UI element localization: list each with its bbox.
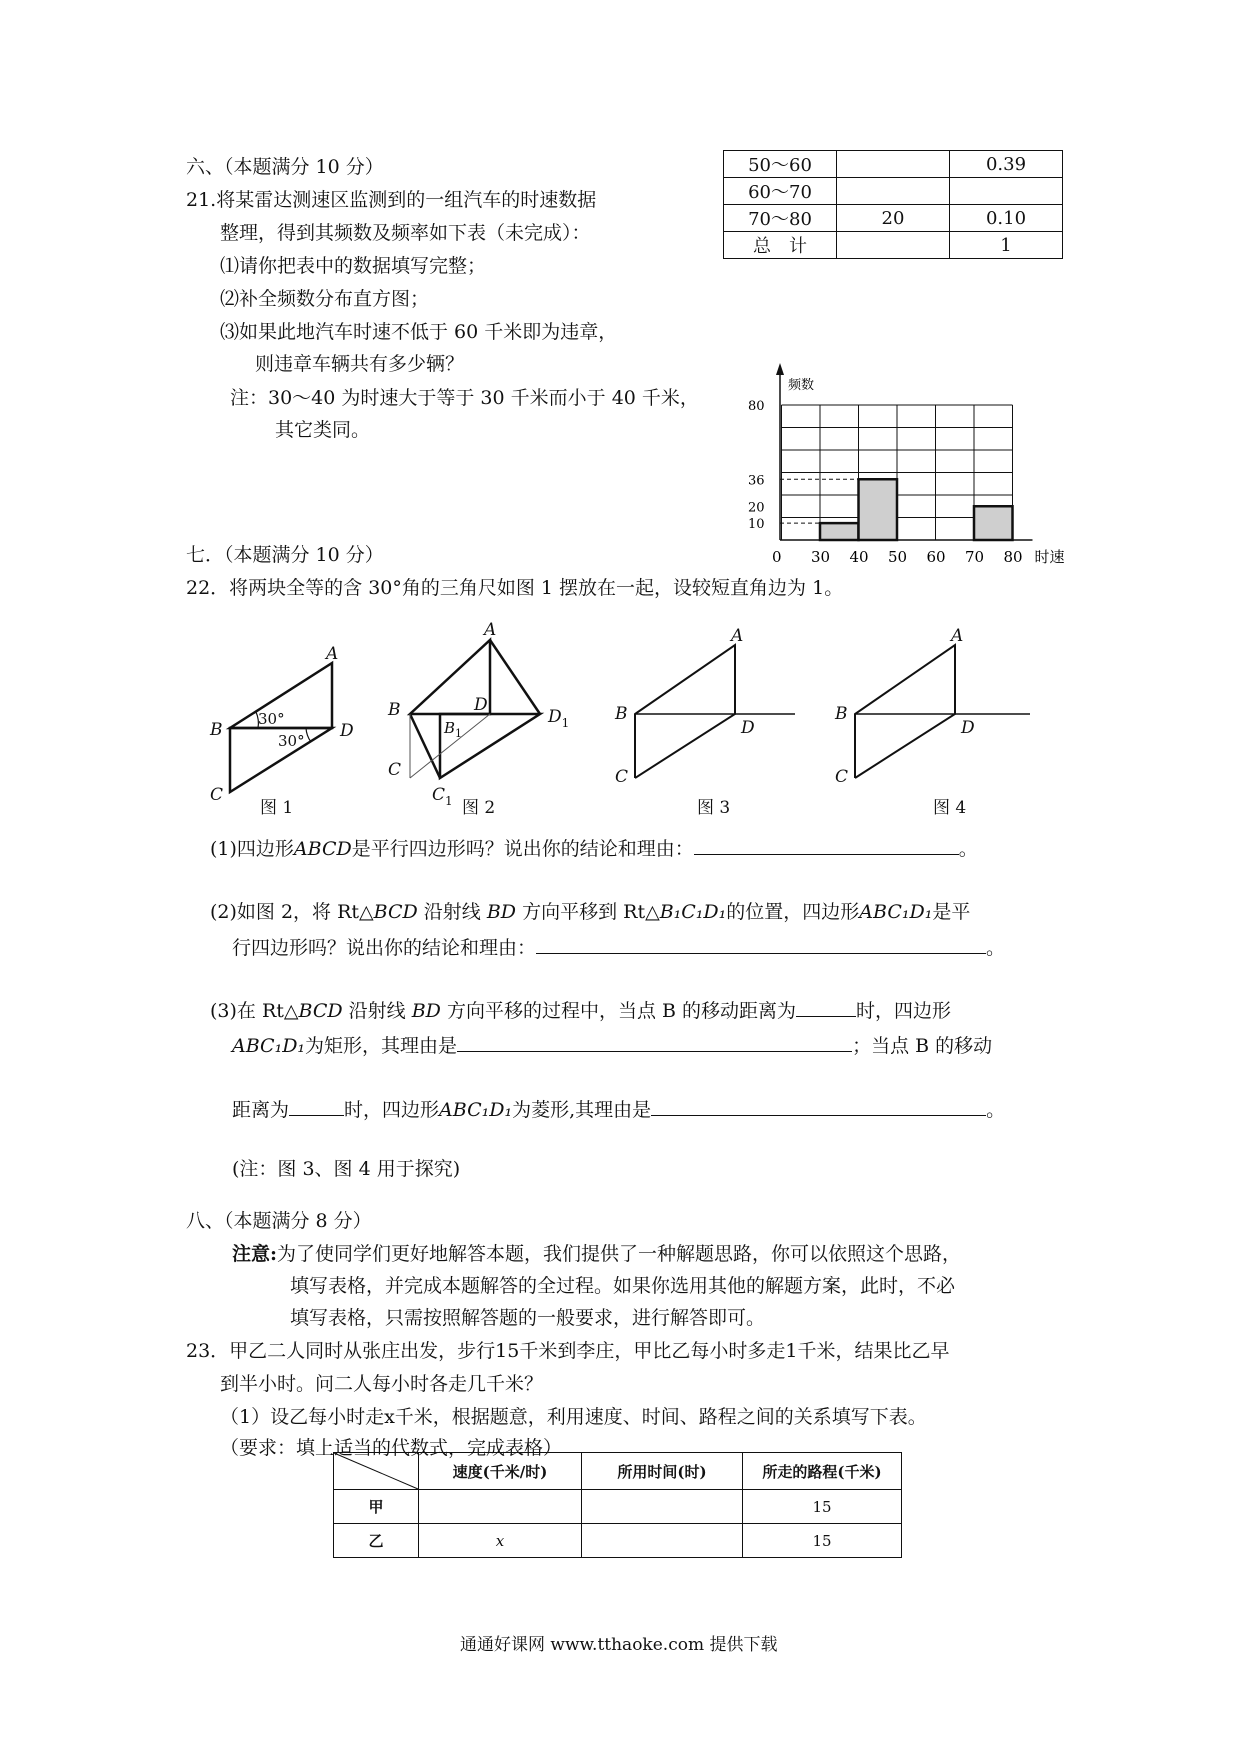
x-tick-label: 80: [1003, 548, 1023, 566]
table-row: [724, 205, 1063, 232]
count-cell: [837, 232, 950, 259]
fig2-label-c1: $C_1$: [432, 785, 453, 808]
frequency-histogram: [748, 355, 1100, 570]
freq-cell: 1: [950, 232, 1063, 259]
column-header: 速度(千米/时): [419, 1453, 582, 1490]
fig2-label-c: C: [388, 760, 402, 780]
histogram-bar: [974, 506, 1013, 540]
fig3-label-d: D: [741, 718, 755, 738]
fig4-label-a: A: [951, 626, 964, 646]
angle-arc-2: [306, 728, 311, 742]
fig2-label-d: D: [474, 695, 488, 715]
fig3-label-a: A: [731, 626, 744, 646]
diagonal-header-cell: [334, 1453, 419, 1490]
figures: [190, 620, 1070, 818]
answer-blank[interactable]: [457, 1031, 852, 1052]
q21-sub3a: ⑶如果此地汽车时速不低于 60 千米即为违章，: [220, 321, 618, 343]
count-cell: [837, 151, 950, 178]
fig3-caption: 图 3: [697, 798, 731, 818]
fig2-label-a: A: [484, 620, 497, 640]
q22-text: 22．将两块全等的含 30°角的三角尺如图 1 摆放在一起，设较短直角边为 1。: [186, 577, 844, 599]
y-axis-arrow: [776, 363, 784, 375]
y-tick-label: 10: [748, 517, 765, 533]
section8-header: 八、（本题满分 8 分）: [186, 1210, 372, 1232]
range-cell: 60～70: [724, 178, 837, 205]
fig4-caption: 图 4: [933, 798, 967, 818]
q22-part3-line3: 距离为 时，四边形ABC₁D₁为菱形,其理由是 。: [232, 1095, 1005, 1124]
answer-blank[interactable]: [694, 834, 959, 855]
q21-sub3b: 则违章车辆共有多少辆？: [255, 353, 465, 375]
q21-note1: 注：30～40 为时速大于等于 30 千米而小于 40 千米，: [230, 387, 699, 409]
q23-sub1: （1）设乙每小时走x千米，根据题意，利用速度、时间、路程之间的关系填写下表。: [220, 1406, 927, 1428]
answer-blank[interactable]: [536, 933, 986, 954]
note-line2: 填写表格，并完成本题解答的全过程。如果你选用其他的解题方案，此时，不必: [290, 1275, 956, 1297]
x-axis-label: 时速: [1034, 548, 1065, 566]
figure-2: [387, 620, 569, 818]
page-footer: 通通好课网 www.tthaoke.com 提供下载: [460, 1635, 778, 1655]
x-tick-label: 0: [772, 548, 782, 566]
x-tick-label: 30: [811, 548, 831, 566]
q22-part3-line2: ABC₁D₁为矩形，其理由是 ；当点 B 的移动: [232, 1031, 992, 1060]
column-header: 所用时间(时): [582, 1453, 743, 1490]
histogram-bar: [820, 523, 859, 540]
q23-line2: 到半小时。问二人每小时各走几千米？: [220, 1373, 544, 1395]
q23-sub2: （要求：填上适当的代数式，完成表格）: [220, 1437, 563, 1459]
answer-blank[interactable]: [651, 1095, 986, 1116]
fig1-label-a: A: [326, 644, 339, 664]
fig4-label-b: B: [835, 704, 848, 724]
note-line3: 填写表格，只需按照解答题的一般要求，进行解答即可。: [290, 1307, 766, 1329]
figure-1: [209, 644, 354, 818]
table-row: [724, 232, 1063, 259]
fig2-label-d1: $D_1$: [548, 707, 570, 730]
fig1-caption: 图 1: [260, 798, 294, 818]
table-row: [334, 1524, 902, 1558]
diagonal-line: [334, 1453, 418, 1489]
y-tick-label: 36: [748, 473, 765, 489]
histogram-bar: [859, 479, 898, 540]
x-tick-label: 50: [888, 548, 908, 566]
answer-blank[interactable]: [796, 996, 856, 1017]
fig1-label-c: C: [210, 785, 224, 805]
q22-part2-line2: 行四边形吗？说出你的结论和理由： 。: [232, 933, 1005, 962]
fig3-label-c: C: [615, 767, 629, 787]
q21-line2: 整理，得到其频数及频率如下表（未完成）：: [220, 222, 591, 244]
fig1-angle-1: 30°: [258, 710, 285, 728]
distance-cell: 15: [743, 1524, 902, 1558]
note-line1: 注意:为了使同学们更好地解答本题，我们提供了一种解题思路，你可以依照这个思路，: [232, 1243, 962, 1265]
fig2-caption: 图 2: [462, 798, 496, 818]
quadrilateral-abcd: [635, 645, 735, 778]
speed-cell[interactable]: x: [419, 1524, 582, 1558]
speed-time-distance-table: [333, 1452, 902, 1558]
column-header: 所走的路程(千米): [743, 1453, 902, 1490]
q21-line1: 21.将某雷达测速区监测到的一组汽车的时速数据: [186, 189, 597, 211]
y-tick-label: 20: [748, 500, 765, 516]
figure-4: [834, 626, 1030, 818]
frequency-table: [723, 150, 1063, 259]
time-cell[interactable]: [582, 1490, 743, 1524]
fig2-label-b1: $B_1$: [444, 719, 463, 740]
q21-sub1: ⑴请你把表中的数据填写完整；: [220, 255, 487, 277]
table-row: [724, 151, 1063, 178]
q22-part3-line1: (3)在 Rt△BCD 沿射线 BD 方向平移的过程中，当点 B 的移动距离为 时，四边形: [210, 996, 951, 1025]
fig3-label-b: B: [615, 704, 628, 724]
segment-bc1: [410, 714, 440, 778]
fig1-angle-2: 30°: [278, 732, 305, 750]
q21-sub2: ⑵补全频数分布直方图；: [220, 288, 430, 310]
fig2-label-b: B: [388, 700, 401, 720]
table-header-row: [334, 1453, 902, 1490]
row-label: 乙: [334, 1524, 419, 1558]
q21-note2: 其它类同。: [275, 419, 371, 441]
x-tick-label: 40: [849, 548, 869, 566]
segment-ad1: [490, 640, 540, 714]
fig4-label-c: C: [835, 767, 849, 787]
q22-note: (注：图 3、图 4 用于探究): [232, 1158, 461, 1180]
fig4-label-d: D: [961, 718, 975, 738]
x-tick-label: 60: [926, 548, 946, 566]
row-label: 甲: [334, 1490, 419, 1524]
table-row: [724, 178, 1063, 205]
freq-cell: [950, 178, 1063, 205]
y-tick-label: 80: [748, 399, 765, 414]
quadrilateral-abcd: [855, 645, 955, 778]
answer-blank[interactable]: [289, 1095, 344, 1116]
fig1-label-d: D: [340, 721, 354, 741]
x-tick-label: 70: [965, 548, 985, 566]
q22-part1: (1)四边形ABCD是平行四边形吗？说出你的结论和理由： 。: [210, 834, 978, 863]
table-row: [334, 1490, 902, 1524]
section7-header: 七．（本题满分 10 分）: [186, 544, 384, 566]
range-cell: 50～60: [724, 151, 837, 178]
range-cell: 70～80: [724, 205, 837, 232]
q23-line1: 23．甲乙二人同时从张庄出发，步行15千米到李庄，甲比乙每小时多走1千米，结果比乙早: [186, 1340, 950, 1362]
y-axis-label: 频数: [788, 378, 815, 393]
count-cell: 20: [837, 205, 950, 232]
distance-cell: 15: [743, 1490, 902, 1524]
range-cell: 总 计: [724, 232, 837, 259]
q22-part2-line1: (2)如图 2，将 Rt△BCD 沿射线 BD 方向平移到 Rt△B₁C₁D₁的位置，四边形ABC₁D₁是平: [210, 901, 971, 923]
figure-3: [614, 626, 795, 818]
freq-cell: 0.39: [950, 151, 1063, 178]
freq-cell: 0.10: [950, 205, 1063, 232]
section6-header: 六、（本题满分 10 分）: [186, 156, 384, 178]
speed-cell[interactable]: [419, 1490, 582, 1524]
time-cell[interactable]: [582, 1524, 743, 1558]
fig1-label-b: B: [210, 720, 223, 740]
count-cell: [837, 178, 950, 205]
